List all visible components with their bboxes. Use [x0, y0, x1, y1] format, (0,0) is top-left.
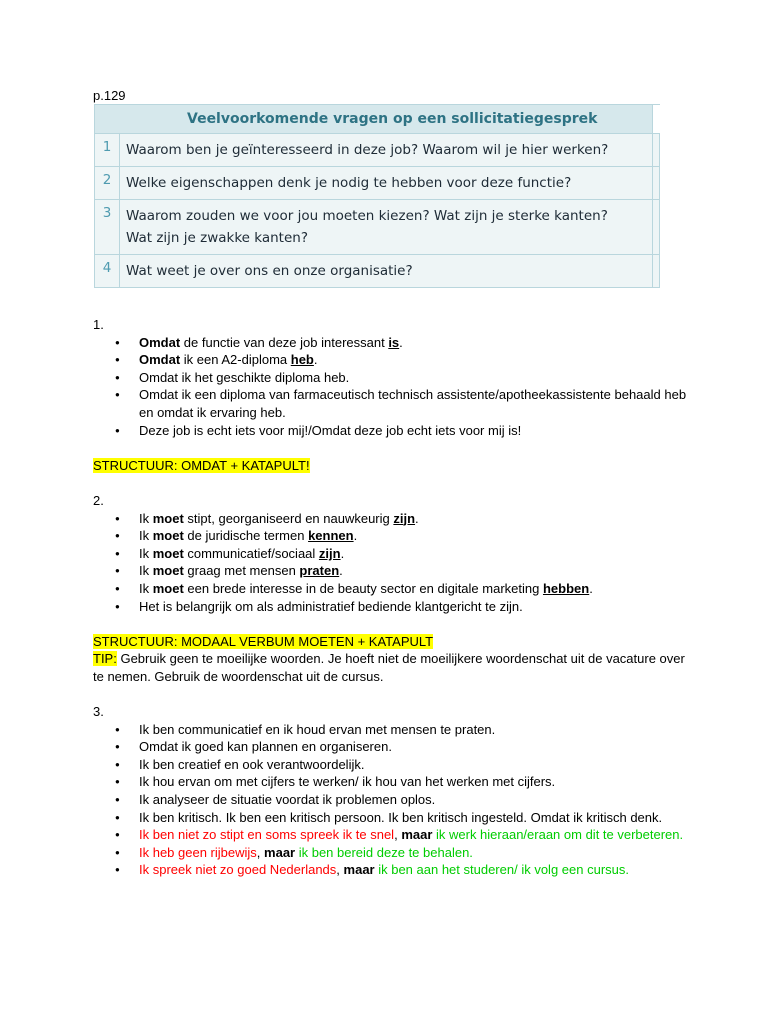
- list-item: ● Omdat ik een A2-diploma heb.: [93, 351, 693, 369]
- question-number: 3: [95, 200, 120, 255]
- section-number: 2.: [93, 492, 104, 508]
- list-item: ● Deze job is echt iets voor mij!/Omdat deze job echt iets voor mij is!: [93, 422, 693, 440]
- table-row: [95, 255, 660, 288]
- question-line: Waarom zouden we voor jou moeten kiezen? Wat zijn je sterke kanten?: [126, 208, 608, 224]
- tip-text: Gebruik geen te moeilijke woorden. Je hoeft niet de moeilijkere woordenschat uit de vacature over te nemen. Gebruik de woordenschat uit de cursus.: [93, 651, 685, 684]
- section-number: 3.: [93, 704, 104, 720]
- answers-content: [93, 316, 693, 879]
- list-item: ● Ik analyseer de situatie voordat ik problemen oplos.: [93, 791, 693, 809]
- question-number: 2: [95, 167, 120, 200]
- list-item: ● Ik moet een brede interesse in de beauty sector en digitale marketing hebben.: [93, 580, 693, 598]
- list-item: ● Omdat ik het geschikte diploma heb.: [93, 369, 693, 387]
- list-item: ● Omdat ik een diploma van farmaceutisch technisch assistente/apotheekassistente behaald heb en omdat ik ervaring heb.: [93, 386, 693, 421]
- section-number: 1.: [93, 317, 104, 332]
- question-text: Wat weet je over ons en onze organisatie?: [120, 255, 653, 288]
- list-item: ● Ik hou ervan om met cijfers te werken/ ik hou van het werken met cijfers.: [93, 773, 693, 791]
- list-item: ● Het is belangrijk om als administratief bediende klantgericht te zijn.: [93, 598, 693, 616]
- list-item: ● Ik moet graag met mensen praten.: [93, 562, 693, 580]
- structure-note: STRUCTUUR: OMDAT + KATAPULT!: [93, 457, 310, 473]
- question-number: 1: [95, 134, 120, 167]
- table-header-row: [95, 105, 660, 134]
- question-text: [120, 200, 653, 255]
- answer-list: [93, 510, 693, 616]
- list-item: ● Ik ben creatief en ook verantwoordelijk.: [93, 756, 693, 774]
- question-line: Wat zijn je zwakke kanten?: [126, 230, 309, 246]
- question-text: Welke eigenschappen denk je nodig te hebben voor deze functie?: [120, 167, 653, 200]
- table-title: Veelvoorkomende vragen op een sollicitatiegesprek: [95, 105, 653, 134]
- list-item: ● Ik moet de juridische termen kennen.: [93, 527, 693, 545]
- table-row: [95, 167, 660, 200]
- list-item: ● Ik moet stipt, georganiseerd en nauwkeurig zijn.: [93, 510, 693, 528]
- table-row: [95, 200, 660, 255]
- question-number: 4: [95, 255, 120, 288]
- structure-note: STRUCTUUR: MODAAL VERBUM MOETEN + KATAPULT: [93, 633, 434, 649]
- questions-table: [94, 104, 660, 288]
- list-item: ● Ik heb geen rijbewijs, maar ik ben bereid deze te behalen.: [93, 844, 693, 862]
- page-number: p.129: [93, 88, 126, 103]
- tip-note: [93, 650, 693, 685]
- list-item: ● Ik ben communicatief en ik houd ervan met mensen te praten.: [93, 721, 693, 739]
- list-item: ● Ik spreek niet zo goed Nederlands, maar ik ben aan het studeren/ ik volg een cursus.: [93, 861, 693, 879]
- list-item: ● Omdat de functie van deze job interessant is.: [93, 334, 693, 352]
- list-item: ● Ik ben kritisch. Ik ben een kritisch persoon. Ik ben kritisch ingesteld. Omdat ik kritisch denk.: [93, 809, 693, 827]
- list-item: ● Omdat ik goed kan plannen en organiseren.: [93, 738, 693, 756]
- list-item: ● Ik ben niet zo stipt en soms spreek ik te snel, maar ik werk hieraan/eraan om dit te verbeteren.: [93, 826, 693, 844]
- list-item: ● Ik moet communicatief/sociaal zijn.: [93, 545, 693, 563]
- answer-list: [93, 721, 693, 879]
- table-row: [95, 134, 660, 167]
- tip-label: TIP:: [93, 651, 117, 667]
- answer-list: [93, 334, 693, 440]
- question-text: Waarom ben je geïnteresseerd in deze job? Waarom wil je hier werken?: [120, 134, 653, 167]
